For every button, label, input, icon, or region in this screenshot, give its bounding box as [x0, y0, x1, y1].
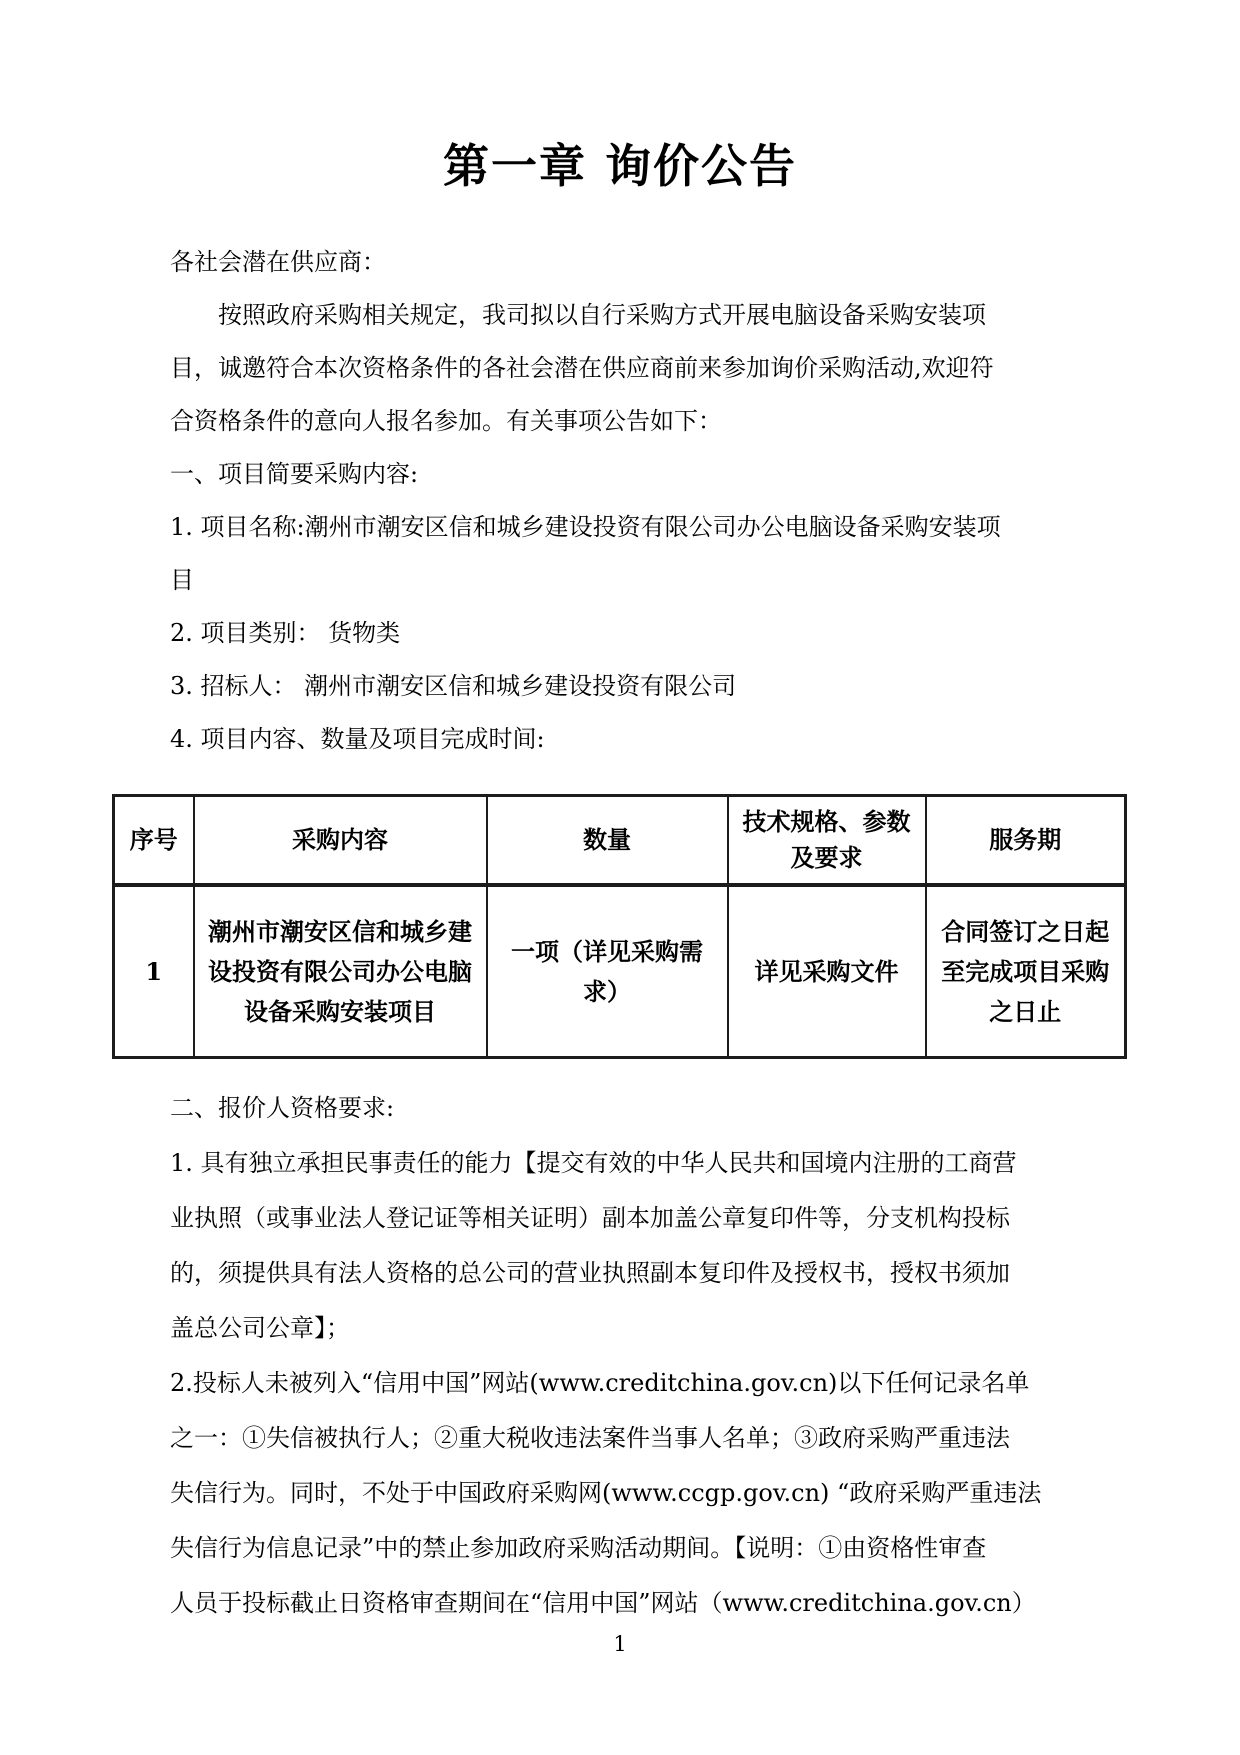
salutation: 各社会潜在供应商：	[170, 248, 386, 276]
document-title: 第一章 询价公告	[442, 139, 797, 193]
cell-quantity: 一项（详见采购需求）	[487, 885, 728, 1058]
requirement2-line: 之一：①失信被执行人；②重大税收违法案件当事人名单；③政府采购严重违法	[170, 1424, 1010, 1452]
intro-line: 按照政府采购相关规定，我司拟以自行采购方式开展电脑设备采购安装项	[218, 301, 986, 329]
section1-item-3: 3. 招标人： 潮州市潮安区信和城乡建设投资有限公司	[170, 672, 737, 700]
requirement1-line: 1. 具有独立承担民事责任的能力【提交有效的中华人民共和国境内注册的工商营	[170, 1149, 1017, 1177]
table-header-spec: 技术规格、参数及要求	[728, 796, 926, 886]
section2-heading: 二、报价人资格要求:	[170, 1094, 395, 1122]
intro-paragraph	[170, 289, 1070, 448]
requirement-2	[170, 1356, 1070, 1631]
requirement2-line: 2.投标人未被列入“信用中国”网站(www.creditchina.gov.cn)以下任何记录名单	[170, 1369, 1030, 1397]
item1-line: 目	[170, 566, 194, 594]
section1-item-1	[170, 501, 1070, 607]
table-row	[114, 885, 1126, 1058]
procurement-table	[112, 794, 1127, 1059]
requirement1-line: 盖总公司公章】；	[170, 1314, 350, 1342]
requirement1-line: 业执照（或事业法人登记证等相关证明）副本加盖公章复印件等，分支机构投标	[170, 1204, 1010, 1232]
requirement-1	[170, 1136, 1070, 1356]
cell-no: 1	[114, 885, 194, 1058]
document-body	[129, 236, 1110, 1631]
table-header-service-period: 服务期	[926, 796, 1126, 886]
table-header-row	[114, 796, 1126, 886]
table-header-quantity: 数量	[487, 796, 728, 886]
table-header-no: 序号	[114, 796, 194, 886]
cell-service-period: 合同签订之日起至完成项目采购之日止	[926, 885, 1126, 1058]
intro-line: 目，诚邀符合本次资格条件的各社会潜在供应商前来参加询价采购活动,欢迎符	[170, 354, 994, 382]
page-number: 1	[613, 1632, 627, 1656]
section1-item-2: 2. 项目类别： 货物类	[170, 619, 401, 647]
requirement1-line: 的，须提供具有法人资格的总公司的营业执照副本复印件及授权书，授权书须加	[170, 1259, 1010, 1287]
section1-item-4: 4. 项目内容、数量及项目完成时间:	[170, 725, 545, 753]
section1-heading: 一、项目简要采购内容:	[170, 460, 419, 488]
intro-line: 合资格条件的意向人报名参加。有关事项公告如下：	[170, 407, 722, 435]
table-header-content: 采购内容	[194, 796, 487, 886]
item1-line: 1. 项目名称:潮州市潮安区信和城乡建设投资有限公司办公电脑设备采购安装项	[170, 513, 1001, 541]
cell-spec: 详见采购文件	[728, 885, 926, 1058]
requirement2-line: 失信行为信息记录”中的禁止参加政府采购活动期间。【说明：①由资格性审查	[170, 1534, 987, 1562]
requirement2-line: 失信行为。同时，不处于中国政府采购网(www.ccgp.gov.cn) “政府采购严重违法	[170, 1479, 1042, 1507]
requirement2-line: 人员于投标截止日资格审查期间在“信用中国”网站（www.creditchina.gov.cn）	[170, 1589, 1036, 1617]
cell-content: 潮州市潮安区信和城乡建设投资有限公司办公电脑设备采购安装项目	[194, 885, 487, 1058]
